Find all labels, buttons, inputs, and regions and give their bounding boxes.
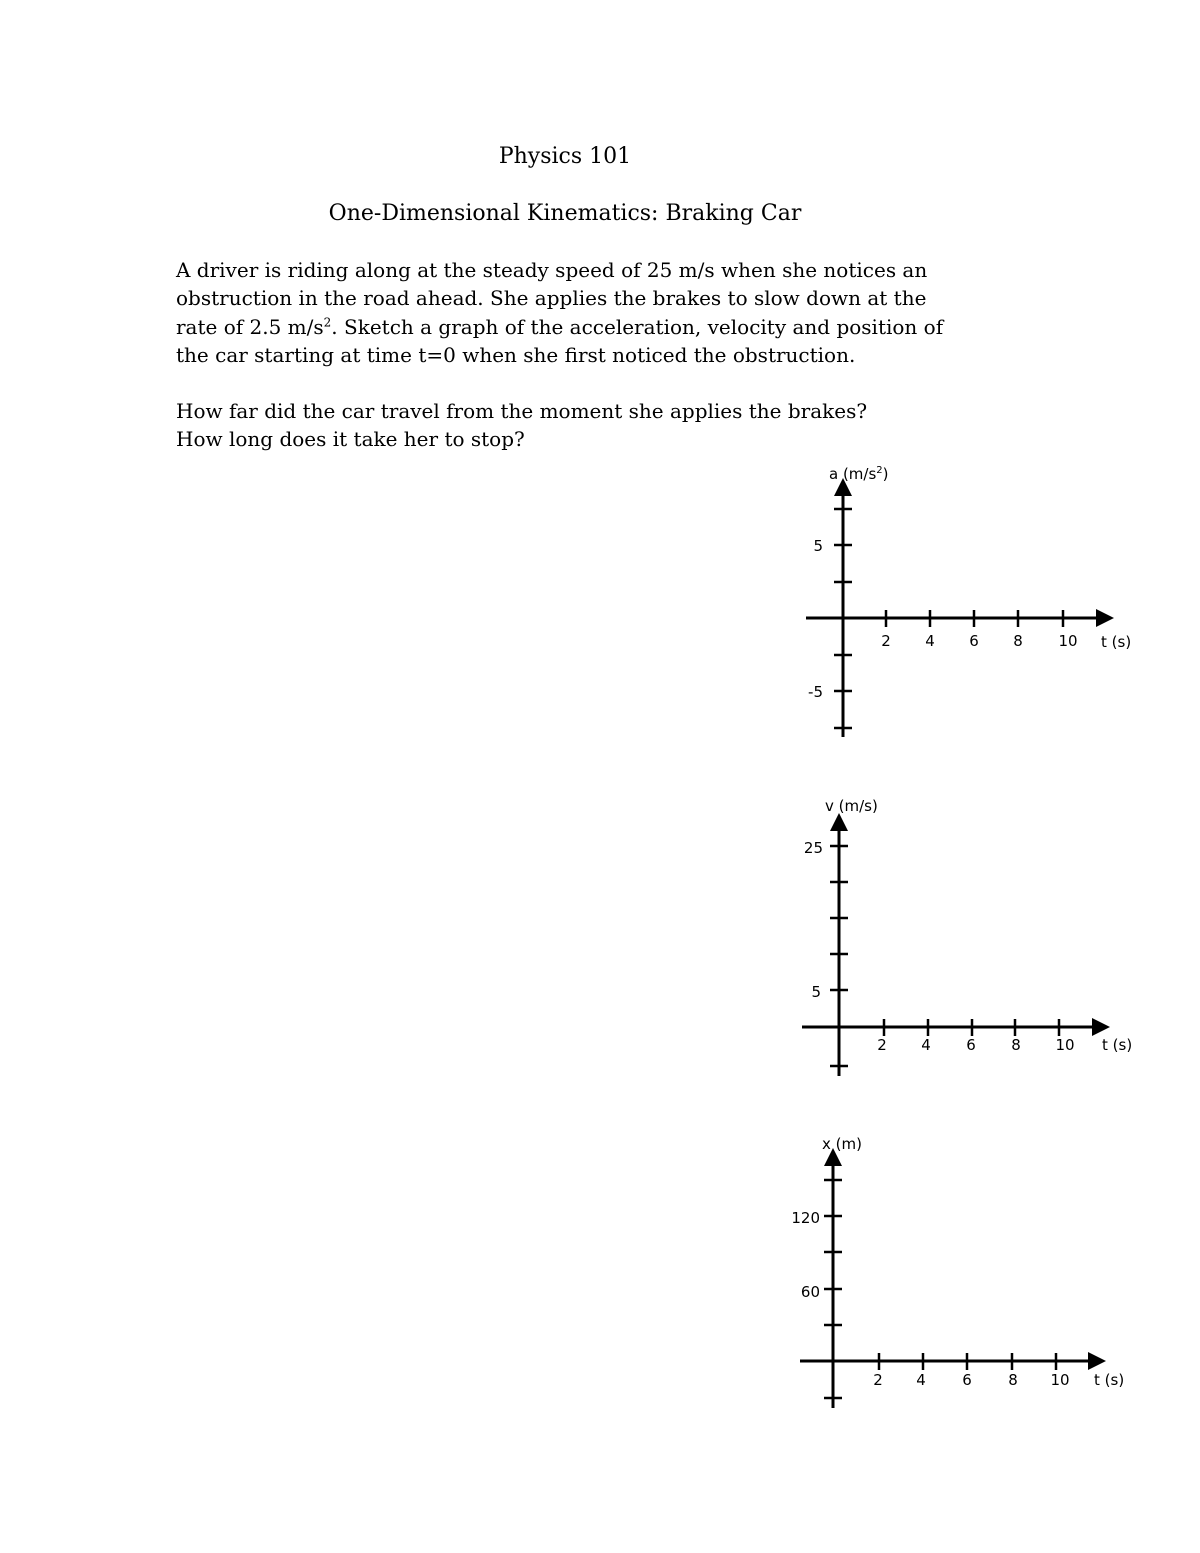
acceleration-x-tick-label: 6: [969, 632, 979, 650]
acceleration-y-label: a $(m/s^2)$: [829, 465, 889, 483]
velocity-y-tick-label: 25: [803, 839, 823, 857]
question-distance: How far did the car travel from the moment she applies the brakes?: [176, 399, 868, 423]
velocity-graph: [790, 790, 1150, 1080]
problem-line-3-exponent: 2: [323, 314, 332, 329]
worksheet-title: One-Dimensional Kinematics: Braking Car: [328, 201, 802, 226]
acceleration-x-tick-label: 8: [1013, 632, 1023, 650]
problem-line-3: [176, 313, 1076, 341]
problem-statement: [176, 256, 1076, 369]
acceleration-x-tick-label: 2: [881, 632, 891, 650]
velocity-x-tick-label: 8: [1011, 1036, 1021, 1054]
position-y-tick-label: 120: [791, 1209, 820, 1227]
position-graph: [780, 1125, 1150, 1415]
acceleration-y-tick-label: -5: [808, 683, 823, 701]
velocity-x-tick-label: 4: [921, 1036, 931, 1054]
position-x-tick-label: 2: [873, 1371, 883, 1389]
velocity-x-label: t (s): [1102, 1036, 1133, 1054]
problem-line-3-start: rate of 2.5 m/s: [176, 314, 324, 339]
position-x-arrow: [1088, 1352, 1106, 1370]
velocity-x-arrow: [1092, 1018, 1110, 1036]
velocity-y-arrow: [830, 813, 848, 831]
position-x-tick-label: 6: [962, 1371, 972, 1389]
questions: [176, 397, 1076, 454]
velocity-x-tick-label: 2: [877, 1036, 887, 1054]
position-x-tick-label: 4: [916, 1371, 926, 1389]
position-y-tick-label: 60: [800, 1283, 820, 1301]
position-x-tick-label: 8: [1008, 1371, 1018, 1389]
acceleration-y-tick-label: 5: [813, 537, 823, 555]
velocity-y-tick-label: 5: [811, 983, 821, 1001]
question-time: How long does it take her to stop?: [176, 427, 525, 452]
acceleration-graph: [790, 455, 1150, 755]
problem-line-2: obstruction in the road ahead. She applies the brakes to slow down at the: [176, 286, 927, 311]
acceleration-x-arrow: [1096, 609, 1114, 627]
acceleration-x-tick-label: 10: [1058, 632, 1078, 650]
velocity-x-tick-label: 6: [966, 1036, 976, 1054]
position-x-label: t (s): [1094, 1371, 1125, 1389]
acceleration-x-label: t (s): [1101, 633, 1132, 651]
problem-line-3-end: . Sketch a graph of the acceleration, velocity and position of: [331, 314, 944, 339]
acceleration-x-tick-label: 4: [925, 632, 935, 650]
position-x-tick-label: 10: [1050, 1371, 1070, 1389]
velocity-y-label: v (m/s): [825, 797, 878, 815]
velocity-x-tick-label: 10: [1055, 1036, 1075, 1054]
problem-line-1: A driver is riding along at the steady speed of 25 m/s when she notices an: [176, 258, 928, 282]
problem-line-4: the car starting at time t=0 when she first noticed the obstruction.: [176, 342, 856, 367]
position-y-label: x (m): [822, 1135, 862, 1153]
course-title: Physics 101: [498, 144, 632, 169]
